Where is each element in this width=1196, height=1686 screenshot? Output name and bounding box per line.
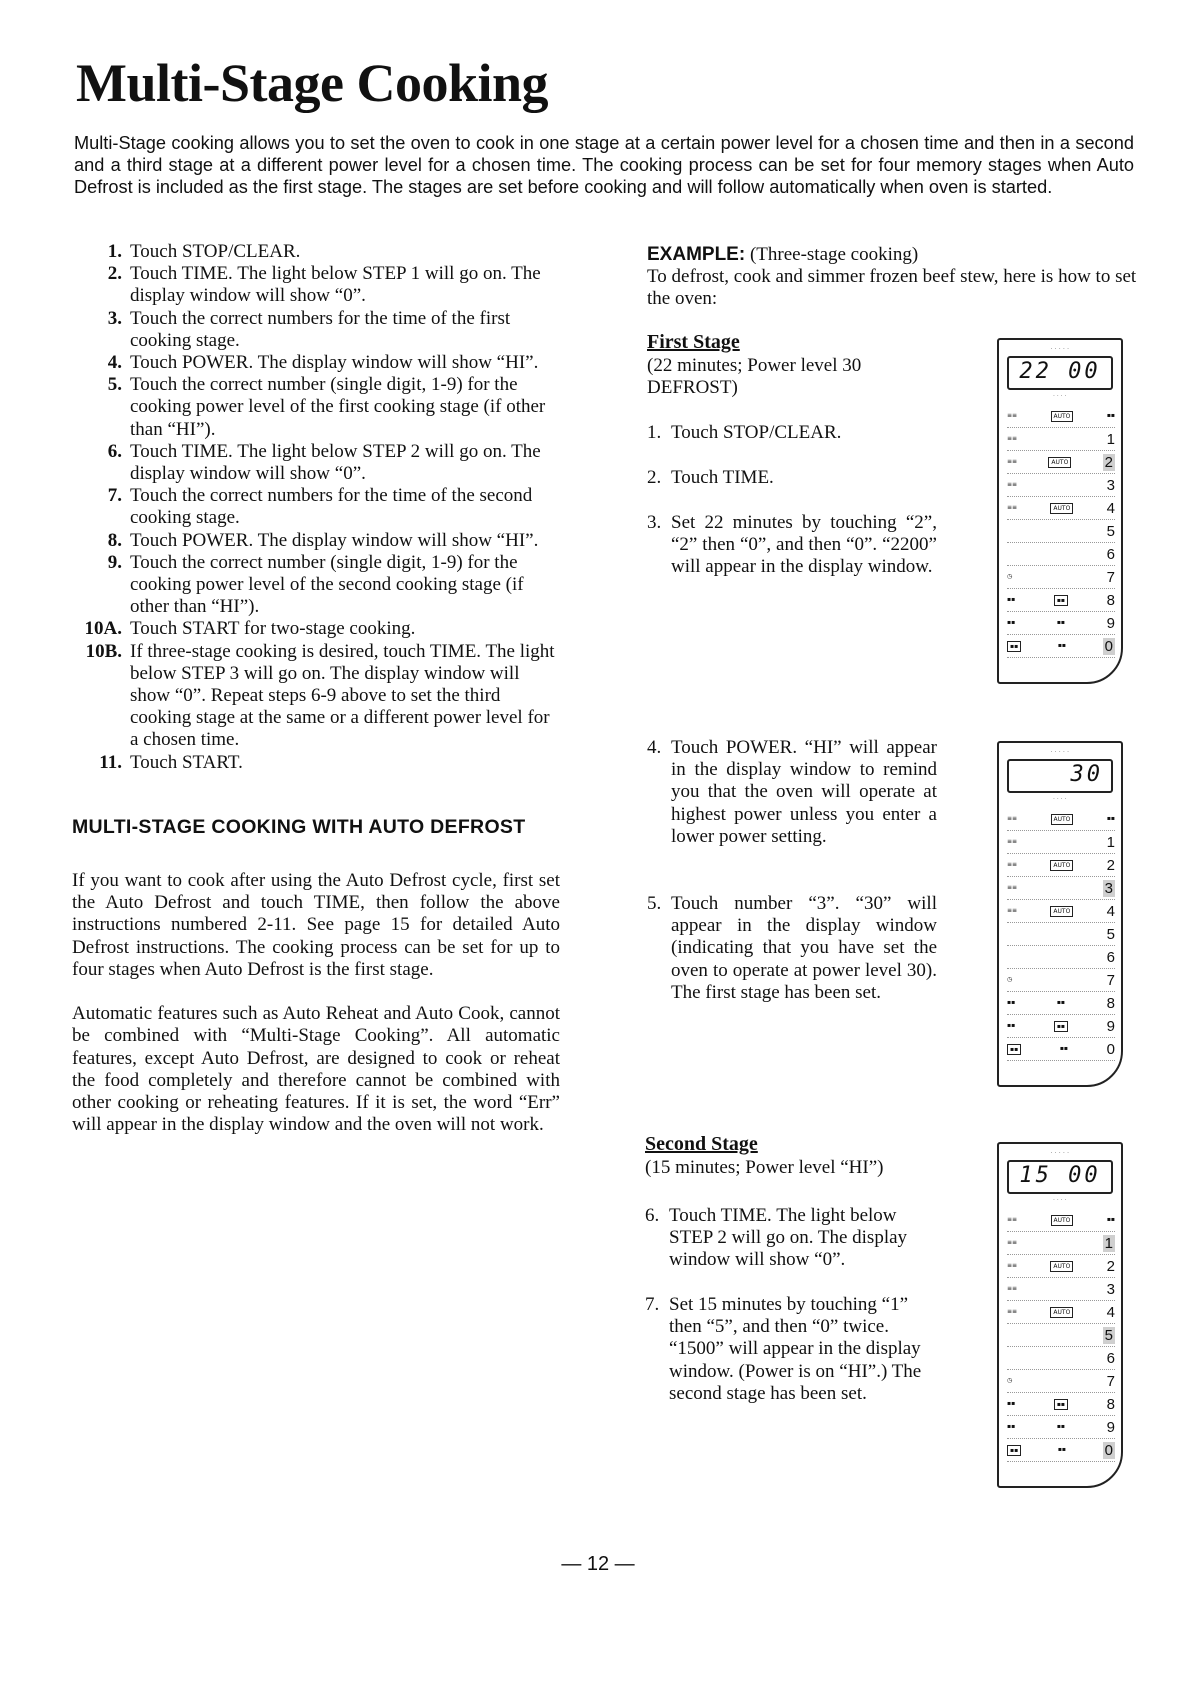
list-item: 9. Touch the correct number (single digit, 1-9) for the cooking power level of the second cooking stage (if other than “HI”). — [107, 551, 524, 618]
instruction-list — [72, 241, 560, 774]
list-item: 2. Touch TIME. The light below STEP 1 will go on. The display window will show “0”. — [107, 263, 541, 307]
list-item: 1. Touch STOP/CLEAR. — [107, 241, 301, 262]
list-item: 3. Touch the correct numbers for the time of the first cooking stage. — [107, 307, 511, 351]
stage-step: 6. Touch TIME. The light below STEP 2 will go on. The display window will show “0”. — [645, 1205, 908, 1271]
display-window: 15 00 — [1007, 1160, 1113, 1194]
control-panel-diagram: · · · · · 22 00 · · · · ≡≡ AUTO ▪▪ ≡≡ 1 ≡≡ AUTO 2 ≡≡ 3 ≡≡ AUTO 4 5 6 ◷ 7 ▪▪ ▪▪ 8 ▪▪ ▪▪ 9 ▪▪ ▪▪ 0 — [997, 338, 1123, 684]
auto-defrost-paragraph: If you want to cook after using the Auto Defrost cycle, first set the Auto Defrost and touch TIME, then follow the above instructions numbered 2-11. See page 15 for detailed Auto Defrost instructions. The cooking process can be set for up to four stages when Auto Defrost is the first stage. — [72, 870, 560, 980]
intro-paragraph: Multi-Stage cooking allows you to set the oven to cook in one stage at a certain power level for a chosen time and then in a second and a third stage at a different power level for a chosen time. The cooking process can be set for four memory stages when Auto Defrost is included as the first stage. The stages are set before cooking and will follow automatically when oven is started. — [74, 133, 1134, 198]
automatic-features-paragraph: Automatic features such as Auto Reheat and Auto Cook, cannot be combined with “Multi-Stage Cooking”. All automatic features, except Auto Defrost, are designed to cook or reheat the food completely and therefore cannot be combined with other cooking or reheating features. If it is set, the word “Err” will appear in the display window and the oven will not work. — [72, 1003, 560, 1136]
example-block — [647, 244, 1137, 311]
stage-step: 2. Touch TIME. — [647, 467, 774, 488]
list-item: 8. Touch POWER. The display window will show “HI”. — [107, 529, 539, 551]
second-stage-title: Second Stage — [645, 1133, 758, 1155]
list-item: 11. Touch START. — [99, 751, 243, 773]
display-window: 22 00 — [1007, 356, 1113, 390]
section-heading: MULTI-STAGE COOKING WITH AUTO DEFROST — [72, 815, 526, 838]
list-item: 6. Touch TIME. The light below STEP 2 will go on. The display window will show “0”. — [107, 440, 541, 485]
first-stage-title: First Stage — [647, 331, 740, 353]
example-label-rest: (Three-stage cooking) — [745, 244, 919, 265]
left-column — [72, 241, 560, 1136]
stage-step: 3. Set 22 minutes by touching “2”, “2” then “0”, and then “0”. “2200” will appear in the display window. — [647, 512, 937, 578]
stage-step: 7. Set 15 minutes by touching “1” then “5”, and then “0” twice. “1500” will appear in the display window. (Power is on “HI”.) The second stage has been set. — [645, 1294, 922, 1404]
list-item: 7. Touch the correct numbers for the time of the second cooking stage. — [107, 485, 533, 529]
control-panel-diagram: · · · · · 30 · · · · ≡≡ AUTO ▪▪ ≡≡ 1 ≡≡ AUTO 2 ≡≡ 3 ≡≡ AUTO 4 5 6 ◷ 7 ▪▪ ▪▪ 8 ▪▪ ▪▪ 9 ▪▪ ▪▪ 0 — [997, 741, 1123, 1087]
list-item: 5. Touch the correct number (single digit, 1-9) for the cooking power level of the first cooking stage (if other than “HI”). — [107, 374, 546, 440]
page-number: — 12 — — [561, 1553, 635, 1575]
first-stage-sub: (22 minutes; Power level 30 DEFROST) — [647, 355, 862, 399]
stage-step: 4. Touch POWER. “HI” will appear in the display window to remind you that the oven will operate at highest power unless you enter a lower power setting. — [647, 737, 937, 847]
stage-step: 1. Touch STOP/CLEAR. — [647, 422, 842, 443]
list-item: 10B. If three-stage cooking is desired, touch TIME. The light below STEP 3 will go on. The display window will show “0”. Repeat steps 6-9 above to set the third cooking stage at the same or a different power level for a chosen time. — [85, 640, 555, 751]
page-title: Multi-Stage Cooking — [76, 53, 549, 113]
display-window: 30 — [1007, 759, 1113, 793]
second-stage-sub: (15 minutes; Power level “HI”) — [645, 1157, 884, 1178]
control-panel-diagram: · · · · · 15 00 · · · · ≡≡ AUTO ▪▪ ≡≡ 1 ≡≡ AUTO 2 ≡≡ 3 ≡≡ AUTO 4 5 6 ◷ 7 ▪▪ ▪▪ 8 ▪▪ ▪▪ 9 ▪▪ ▪▪ 0 — [997, 1142, 1123, 1488]
example-desc: To defrost, cook and simmer frozen beef stew, here is how to set the oven: — [647, 266, 1137, 310]
list-item: 4. Touch POWER. The display window will show “HI”. — [107, 352, 539, 374]
list-item: 10A. Touch START for two-stage cooking. — [84, 618, 416, 640]
example-label: EXAMPLE: — [647, 244, 746, 265]
stage-step: 5. Touch number “3”. “30” will appear in the display window (indicating that you have set the oven to operate at power level 30). The first stage has been set. — [647, 893, 937, 1003]
